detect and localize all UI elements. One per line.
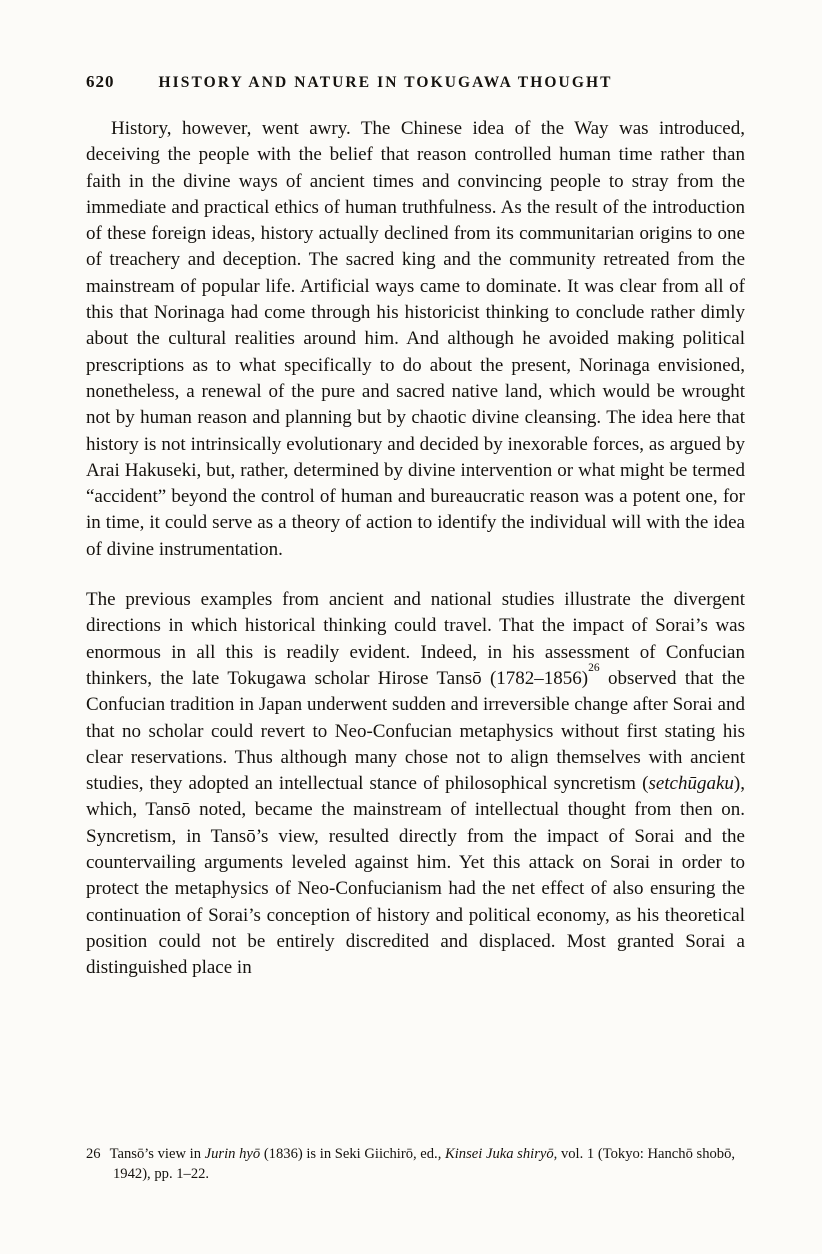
italic-term-setchugaku: setchūgaku — [648, 773, 734, 795]
paragraph-1: History, however, went awry. The Chinese idea of the Way was introduced, deceiving the people with the belief that reason controlled human time rather than faith in the divine ways of ancient times and convincing people to stray from the immediate and practical ethics of human truthfulness. As the result of the introduction of these foreign ideas, history actually declined from its communitarian origins to one of treachery and deception. The sacred king and the community retreated from the mainstream of popular life. Artificial ways came to dominate. It was clear from all of this that Norinaga had come through his historicist thinking to conclude rather dimly about the cultural realities around him. And although he avoided making political prescriptions as to what specifically to do about the present, Norinaga envisioned, nonetheless, a renewal of the pure and sacred native land, which would be wrought not by human reason and planning but by chaotic divine cleansing. The idea here that history is not intrinsically evolutionary and decided by inexorable forces, as argued by Arai Hakuseki, but, rather, determined by divine intervention or what might be termed “accident” beyond the control of human and bureaucratic reason was a potent one, for in time, it could serve as a theory of action to identify the individual will with the idea of divine instrumentation. — [86, 118, 745, 560]
footnote-number: 26 — [86, 1146, 101, 1162]
footnote-segment-1: Tansō’s view in — [109, 1146, 205, 1162]
footnote-area — [86, 1145, 736, 1184]
body-text — [86, 116, 745, 982]
footnote-26 — [86, 1145, 736, 1184]
paragraph-2-segment-1: The previous examples from ancient and national studies illustrate the divergent directions in which historical thinking could travel. That the impact of Sorai’s was enormous in all this is readily evident. Indeed, in his assessment of Confucian thinkers, the late Tokugawa scholar Hirose Tansō (1782–1856) — [86, 589, 745, 689]
paragraph-2-segment-2: observed that the Confucian tradition in Japan underwent sudden and irreversible change after Sorai and that no scholar could revert to Neo-Confucian metaphysics without first stating his clear reservations. Thus although many chose not to align themselves with ancient studies, they adopted an intellectual stance of philosophical syncretism ( — [86, 667, 745, 795]
running-head: HISTORY AND NATURE IN TOKUGAWA THOUGHT — [158, 74, 613, 91]
footnote-segment-2: (1836) is in Seki Giichirō, ed., — [260, 1146, 446, 1162]
footnote-italic-title-2: Kinsei Juka shiryō — [445, 1146, 554, 1162]
paragraph-2 — [86, 587, 745, 981]
page-header — [86, 72, 746, 92]
page-number: 620 — [86, 72, 115, 91]
footnote-italic-title-1: Jurin hyō — [204, 1146, 261, 1162]
paragraph-2-segment-3: ), which, Tansō noted, became the mainstream of intellectual thought from then on. Syncretism, in Tansō’s view, resulted directly from the impact of Sorai and the countervailing arguments leveled against him. Yet this attack on Sorai in order to protect the metaphysics of Neo-Confucianism had the net effect of also ensuring the continuation of Sorai’s conception of history and political economy, as his theoretical position could not be entirely discredited and displaced. Most granted Sorai a distinguished place in — [86, 773, 745, 979]
footnote-reference-26: 26 — [588, 661, 600, 674]
footnote-segment-3: , vol. 1 (Tokyo: Hanchō shobō, 1942), pp. 1–22. — [113, 1146, 736, 1182]
